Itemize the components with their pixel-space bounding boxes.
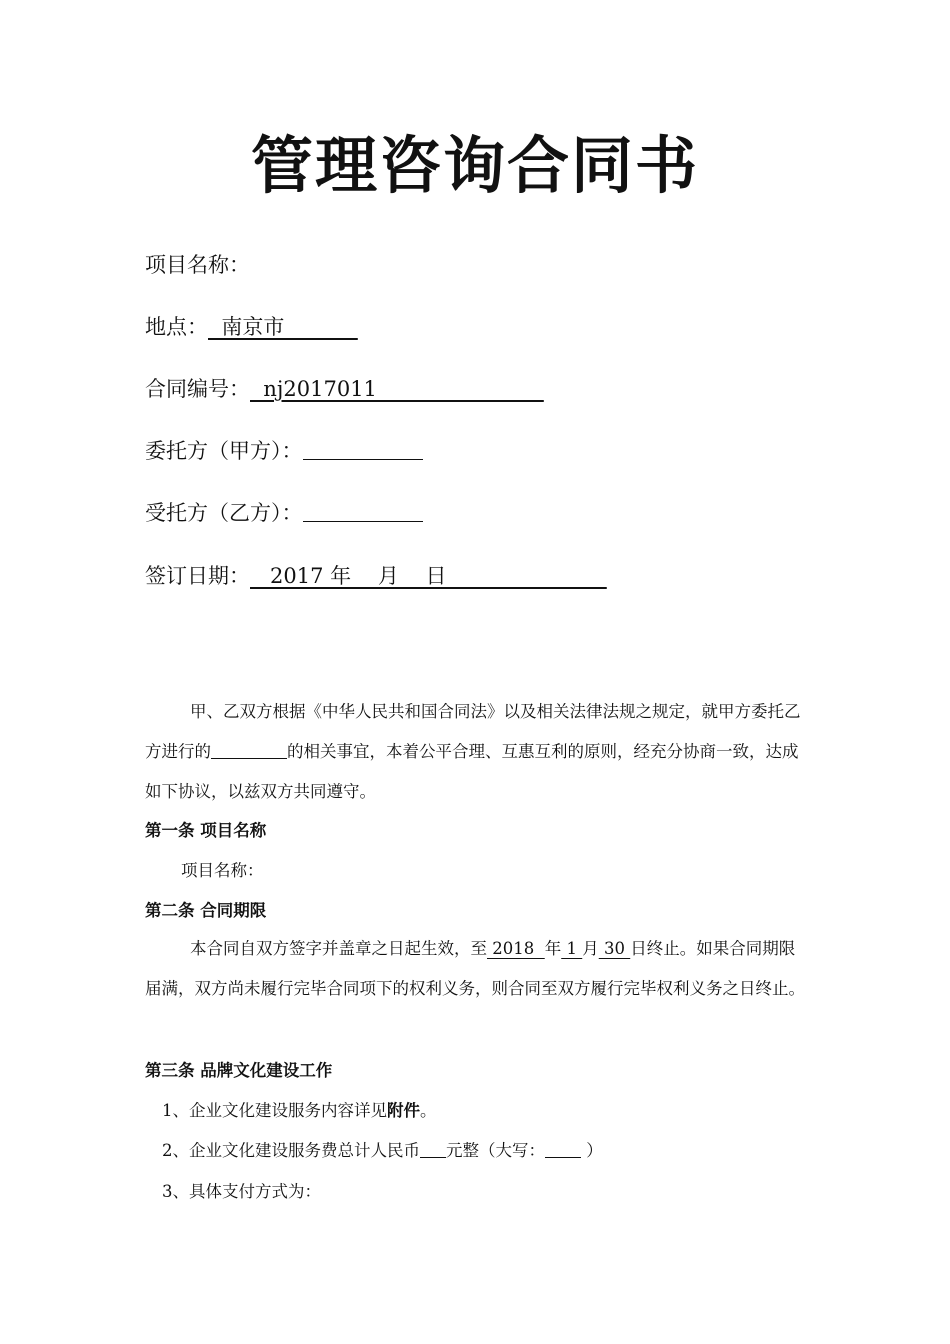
article3-item1-text: 1、企业文化建设服务内容详见: [162, 1101, 387, 1120]
page-title: 管理咨询合同书: [250, 129, 699, 202]
sign-date-field: [145, 561, 607, 591]
contractor-blank: [303, 501, 423, 522]
contractor-label: 受托方（乙方）：: [145, 501, 303, 525]
article2-month: 1: [561, 939, 583, 958]
location-label: 地点：: [145, 315, 208, 339]
article2-part2: 日终止。如果合同期限届满，双方尚未履行完毕合同项下的权利义务，则合同至双方履行完毕权利义务之日终止。: [145, 939, 805, 998]
client-blank: [303, 439, 423, 460]
article2-part1: 本合同自双方签字并盖章之日起生效，至: [190, 939, 487, 958]
client-field: [145, 436, 423, 466]
article3-item2-part2: 元整（大写：: [446, 1141, 545, 1160]
contract-no-field: [145, 374, 544, 404]
article2-year-unit: 年: [544, 939, 562, 958]
sign-date-label: 签订日期：: [145, 564, 250, 588]
contractor-field: [145, 498, 423, 528]
article3-item1-bold: 附件: [387, 1101, 420, 1120]
project-name-field: [145, 250, 250, 280]
article3-item2-part3: ）: [581, 1141, 603, 1160]
article3-item1-end: 。: [420, 1101, 437, 1120]
article2-year: 2018: [487, 939, 545, 958]
article3-item2: [162, 1139, 603, 1163]
project-name-label: 项目名称：: [145, 253, 250, 277]
article3-item1: [162, 1099, 437, 1123]
article2-paragraph: [145, 929, 805, 1009]
location-field: [145, 312, 358, 342]
article2-day: 30: [598, 939, 631, 958]
amount-words-blank: [545, 1141, 581, 1158]
intro-part2: 的相关事宜，本着公平合理、互惠互利的原则，经充分协商一致，达成如下协议，以兹双方共同遵守。: [145, 742, 799, 801]
contract-no-value: nj2017011: [250, 377, 544, 401]
intro-part1: 甲、乙双方根据《中华人民共和国合同法》以及相关法律法规之规定，就甲方委托乙方进行的: [145, 702, 801, 761]
article1-heading: 第一条 项目名称: [145, 821, 267, 840]
intro-paragraph: [145, 692, 805, 812]
article1-body: 项目名称：: [181, 861, 264, 880]
sign-date-value: 2017 年 月 日: [250, 564, 607, 588]
article2-month-unit: 月: [582, 939, 599, 958]
intro-blank: [211, 738, 287, 759]
amount-blank: [420, 1141, 446, 1158]
contract-no-label: 合同编号：: [145, 377, 250, 401]
article3-item3: 3、具体支付方式为：: [162, 1182, 321, 1201]
client-label: 委托方（甲方）：: [145, 439, 303, 463]
location-value: 南京市: [208, 315, 358, 339]
article3-heading: 第三条 品牌文化建设工作: [145, 1061, 333, 1080]
article3-item2-part1: 2、企业文化建设服务费总计人民币: [162, 1141, 420, 1160]
article2-heading: 第二条 合同期限: [145, 901, 267, 920]
